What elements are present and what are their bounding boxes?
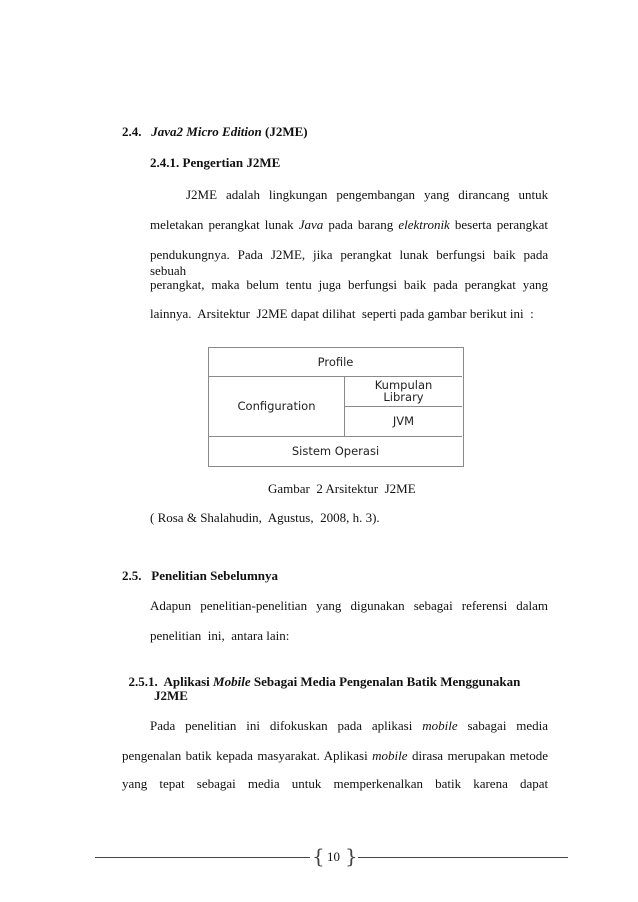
page-number: 10 — [327, 849, 340, 864]
diagram-profile-box: Profile — [317, 354, 354, 369]
section-2-5-1-heading: 2.5.1. Aplikasi Mobile Sebagai Media Pengenalan Batik Menggunakan — [128, 674, 521, 689]
figure-citation: ( Rosa & Shalahudin, Agustus, 2008, h. 3). — [150, 510, 380, 525]
diagram-configuration-box: Configuration — [237, 398, 316, 413]
para-2-5-1-line-1: Pada penelitian ini difokuskan pada aplikasi mobile sabagai media — [150, 718, 549, 733]
para-2-4-1-line-5: lainnya. Arsitektur J2ME dapat dilihat seperti pada gambar berikut ini : — [150, 306, 534, 321]
para-2-4-1-line-3: pendukungnya. Pada J2ME, jika perangkat lunak berfungsi baik pada sebuah — [150, 247, 549, 278]
section-2-4-title-italic: Java2 Micro Edition — [151, 124, 262, 139]
para-2-4-1-line-2: meletakan perangkat lunak Java pada barang elektronik beserta perangkat — [150, 217, 548, 232]
footer-left-bracket: { — [312, 844, 325, 868]
diagram-jvm-box: JVM — [392, 414, 415, 429]
figure-caption: Gambar 2 Arsitektur J2ME — [268, 481, 416, 496]
footer-right-bracket: } — [345, 844, 358, 868]
diagram-sistem-operasi-box: Sistem Operasi — [291, 443, 380, 458]
section-2-5-1-heading-cont: J2ME — [154, 688, 188, 703]
section-2-4-number: 2.4. — [122, 124, 142, 139]
section-2-4-1-heading: 2.4.1. Pengertian J2ME — [150, 155, 281, 170]
para-2-4-1-line-4: perangkat, maka belum tentu juga berfungsi baik pada perangkat yang — [150, 277, 549, 292]
para-2-5-1-line-2: pengenalan batik kepada masyarakat. Aplikasi mobile dirasa merupakan metode — [122, 748, 549, 763]
section-2-4-title-rest: (J2ME) — [261, 124, 308, 139]
diagram-kumpulan-library-box: Kumpulan Library — [374, 377, 433, 404]
para-2-5-line-2: penelitian ini, antara lain: — [150, 628, 290, 643]
para-2-5-1-line-3: yang tepat sebagai media untuk memperkenalkan batik karena dapat — [122, 776, 549, 791]
footer-rule-left — [95, 857, 310, 858]
section-2-4-heading — [122, 124, 308, 140]
para-2-4-1-line-1: J2ME adalah lingkungan pengembangan yang dirancang untuk — [186, 187, 549, 202]
footer-rule-right — [358, 857, 568, 858]
para-2-5-line-1: Adapun penelitian-penelitian yang digunakan sebagai referensi dalam — [150, 598, 549, 613]
section-2-5-heading: 2.5. Penelitian Sebelumnya — [122, 568, 279, 583]
j2me-architecture-diagram — [208, 347, 464, 467]
